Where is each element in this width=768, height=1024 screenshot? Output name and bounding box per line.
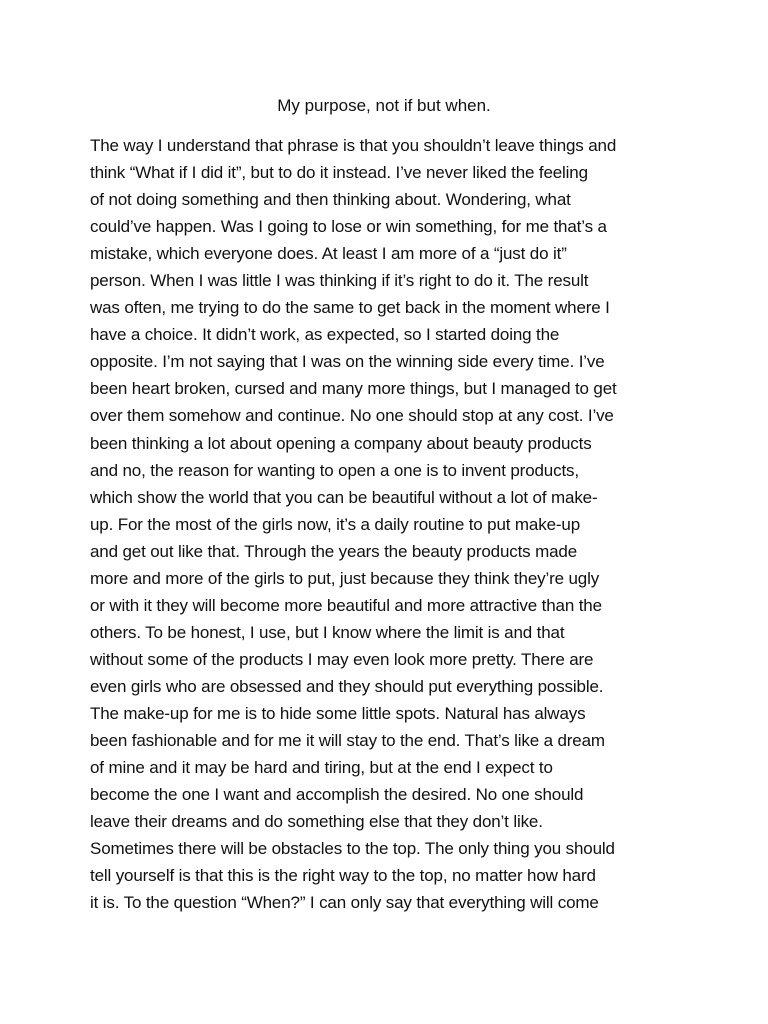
body-line: up. For the most of the girls now, it’s a daily routine to put make-up — [90, 514, 580, 534]
body-line: it is. To the question “When?” I can only say that everything will come — [90, 893, 599, 913]
body-line: without some of the products I may even look more pretty. There are — [90, 649, 594, 669]
body-line: person. When I was little I was thinking if it’s right to do it. The result — [90, 271, 589, 291]
document-title: My purpose, not if but when. — [277, 96, 491, 115]
body-line: and get out like that. Through the years the beauty products made — [90, 541, 578, 561]
body-line: more and more of the girls to put, just because they think they’re ugly — [90, 568, 600, 588]
body-line: have a choice. It didn’t work, as expected, so I started doing the — [90, 325, 560, 345]
body-line: others. To be honest, I use, but I know where the limit is and that — [90, 622, 565, 642]
body-line: The make-up for me is to hide some little spots. Natural has always — [90, 703, 586, 723]
body-line: of not doing something and then thinking about. Wondering, what — [90, 190, 571, 210]
body-line: of mine and it may be hard and tiring, but at the end I expect to — [90, 758, 553, 778]
body-line: been heart broken, cursed and many more things, but I managed to get — [90, 379, 617, 399]
body-line: think “What if I did it”, but to do it instead. I’ve never liked the feeling — [90, 163, 588, 183]
body-line: which show the world that you can be beautiful without a lot of make- — [90, 487, 598, 507]
body-line: or with it they will become more beautiful and more attractive than the — [90, 595, 602, 615]
body-line: The way I understand that phrase is that you shouldn’t leave things and — [90, 136, 617, 155]
body-line: become the one I want and accomplish the desired. No one should — [90, 785, 584, 805]
body-line: opposite. I’m not saying that I was on the winning side every time. I’ve — [90, 352, 605, 372]
body-line: mistake, which everyone does. At least I am more of a “just do it” — [90, 244, 567, 264]
body-line: over them somehow and continue. No one should stop at any cost. I’ve — [90, 406, 614, 426]
body-line: Sometimes there will be obstacles to the top. The only thing you should — [90, 839, 615, 859]
body-line: and no, the reason for wanting to open a one is to invent products, — [90, 460, 579, 480]
body-line: was often, me trying to do the same to get back in the moment where I — [90, 298, 610, 318]
body-line: leave their dreams and do something else that they don’t like. — [90, 812, 543, 832]
document-body — [90, 132, 690, 916]
body-line: even girls who are obsessed and they should put everything possible. — [90, 676, 604, 696]
body-line: been thinking a lot about opening a company about beauty products — [90, 433, 592, 453]
body-line: been fashionable and for me it will stay to the end. That’s like a dream — [90, 731, 605, 751]
body-line: tell yourself is that this is the right way to the top, no matter how hard — [90, 866, 596, 886]
body-line: could’ve happen. Was I going to lose or win something, for me that’s a — [90, 217, 607, 237]
